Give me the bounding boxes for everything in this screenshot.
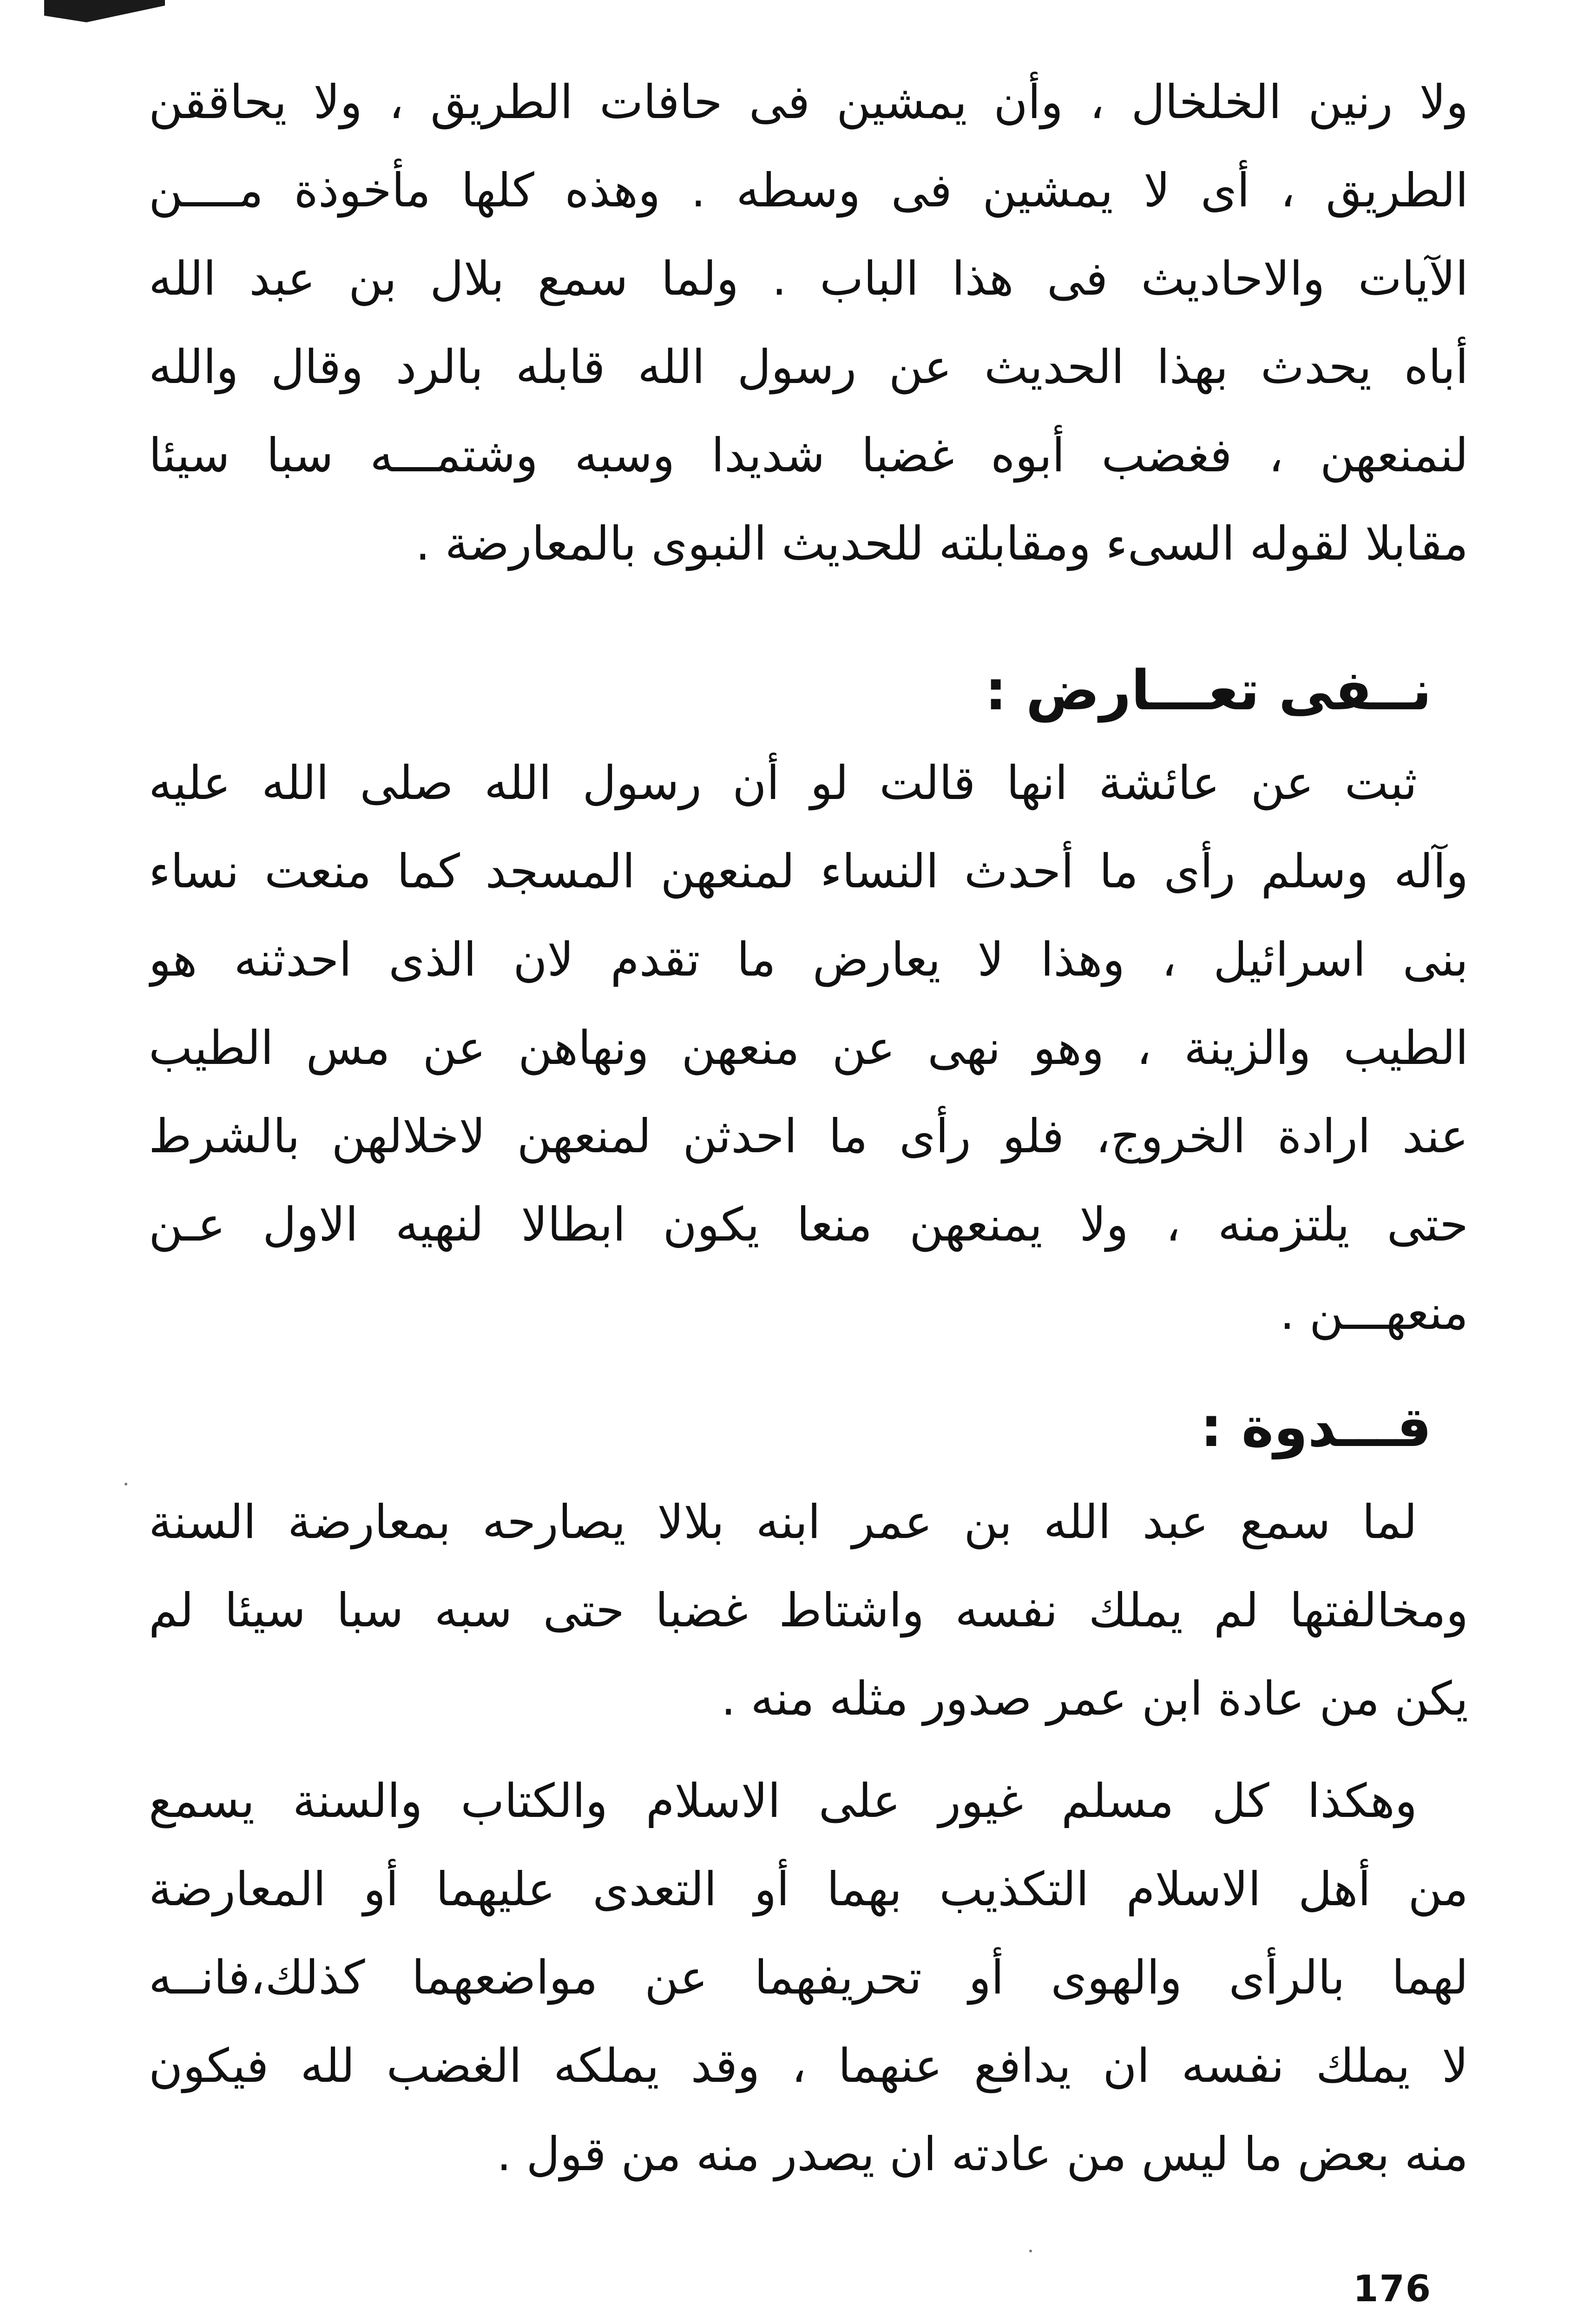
scan-speck bbox=[1029, 2250, 1032, 2252]
text-line: الطريق ، أى لا يمشين فى وسطه . وهذه كلها مأخوذة مــــن bbox=[149, 163, 1468, 218]
text-line: ثبت عن عائشة انها قالت لو أن رسول الله صلى الله عليه bbox=[149, 756, 1417, 810]
text-line: لهما بالرأى والهوى أو تحريفهما عن مواضعهما كذلك،فانــه bbox=[149, 1950, 1468, 2005]
text-line: حتى يلتزمنه ، ولا يمنعهن منعا يكون ابطالا لنهيه الاول عـن bbox=[149, 1197, 1468, 1252]
text-line: الآيات والاحاديث فى هذا الباب . ولما سمع بلال بن عبد الله bbox=[149, 251, 1468, 306]
paragraph-closing bbox=[149, 1757, 1468, 2199]
text-line: لنمنعهن ، فغضب أبوه غضبا شديدا وسبه وشتمـــه سبا سيئا bbox=[149, 428, 1468, 482]
text-line: أباه يحدث بهذا الحديث عن رسول الله قابله بالرد وقال والله bbox=[149, 340, 1468, 394]
section-heading-no-contradiction: نــفى تعـــارض : bbox=[985, 658, 1432, 722]
paragraph-no-contradiction bbox=[149, 739, 1468, 1357]
text-line: مقابلا لقوله السىء ومقابلته للحديث النبوى بالمعارضة . bbox=[415, 516, 1468, 571]
text-line: يكن من عادة ابن عمر صدور مثله منه . bbox=[721, 1671, 1468, 1726]
text-line: ولا رنين الخلخال ، وأن يمشين فى حافات الطريق ، ولا يحاققن bbox=[149, 75, 1468, 129]
paragraph-opening bbox=[149, 58, 1468, 588]
text-line: عند ارادة الخروج، فلو رأى ما احدثن لمنعهن لاخلالهن بالشرط bbox=[149, 1109, 1468, 1163]
text-line: من أهل الاسلام التكذيب بهما أو التعدى عليهما أو المعارضة bbox=[149, 1862, 1468, 1916]
paragraph-example bbox=[149, 1478, 1468, 1743]
text-line: وهكذا كل مسلم غيور على الاسلام والكتاب والسنة يسمع bbox=[149, 1774, 1417, 1828]
scan-corner-mark bbox=[44, 0, 165, 22]
section-heading-example: قـــدوة : bbox=[1200, 1395, 1432, 1459]
text-line: منعهـــن . bbox=[1280, 1286, 1468, 1340]
text-line: لما سمع عبد الله بن عمر ابنه بلالا يصارحه بمعارضة السنة bbox=[149, 1495, 1417, 1549]
text-line: الطيب والزينة ، وهو نهى عن منعهن ونهاهن عن مس الطيب bbox=[149, 1021, 1468, 1075]
text-line: بنى اسرائيل ، وهذا لا يعارض ما تقدم لان الذى احدثنه هو bbox=[149, 932, 1468, 987]
page-number: 176 bbox=[1353, 2268, 1432, 2310]
text-line: وآله وسلم رأى ما أحدث النساء لمنعهن المسجد كما منعت نساء bbox=[149, 844, 1468, 898]
scan-speck bbox=[125, 1483, 127, 1486]
text-line: ومخالفتها لم يملك نفسه واشتاط غضبا حتى سبه سبا سيئا لم bbox=[149, 1583, 1468, 1637]
text-line: منه بعض ما ليس من عادته ان يصدر منه من قول . bbox=[496, 2127, 1468, 2181]
text-line: لا يملك نفسه ان يدافع عنهما ، وقد يملكه الغضب لله فيكون bbox=[149, 2039, 1468, 2093]
